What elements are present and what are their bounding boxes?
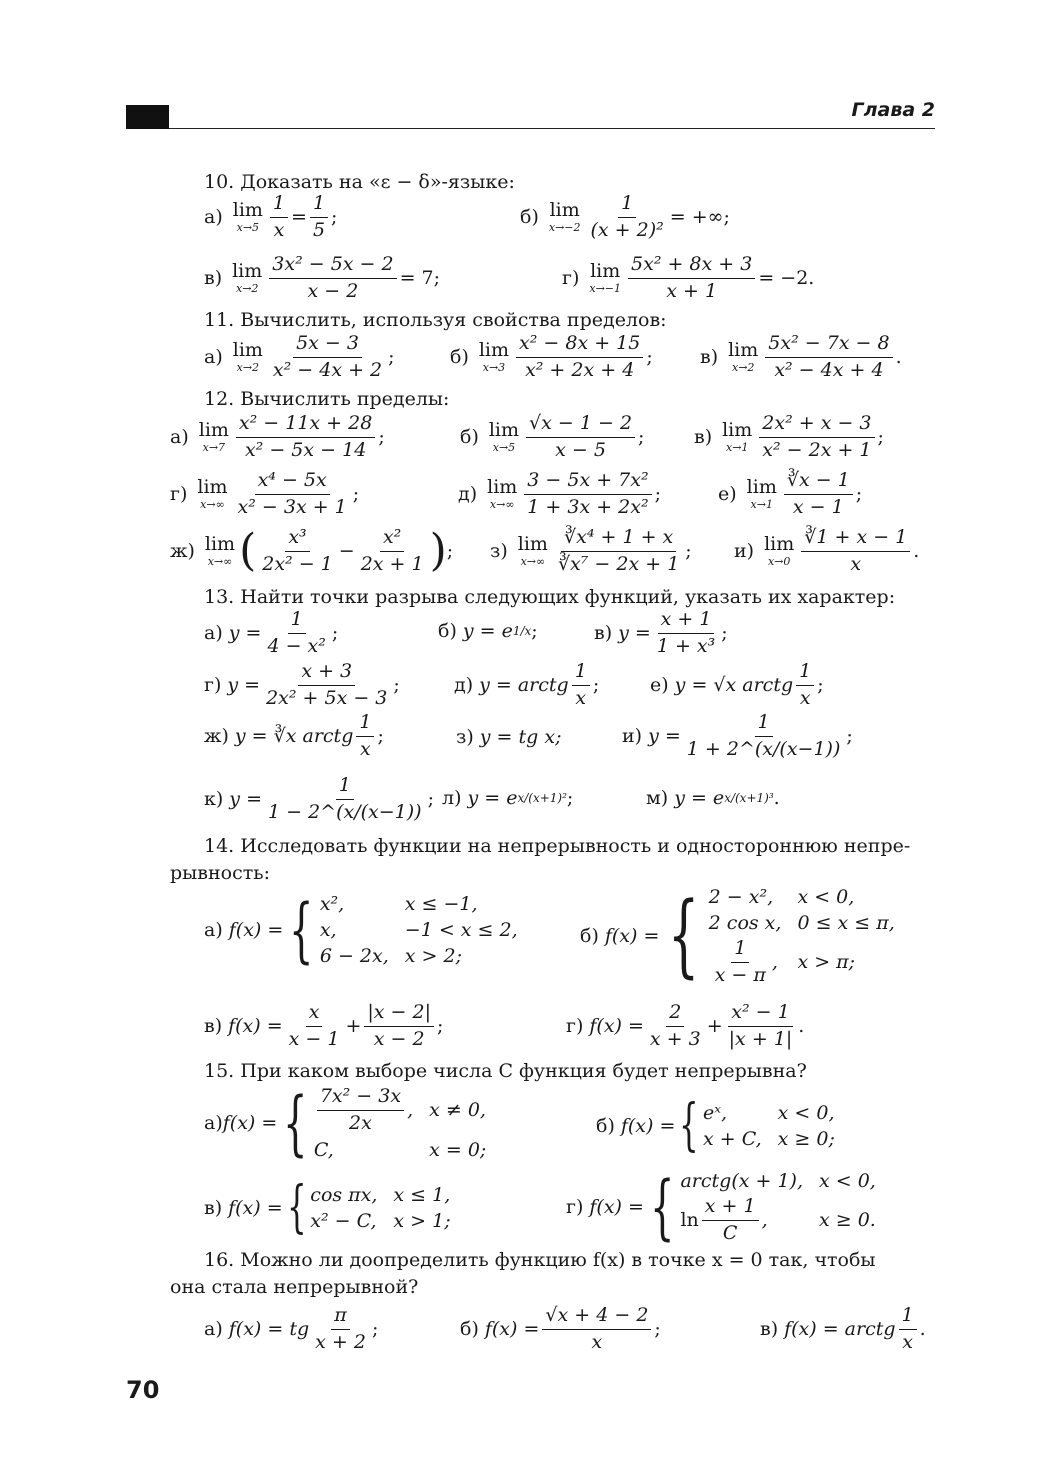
- problem-14v: в) f(x) = $\frac{x}{x - 1}$ + $\frac{|x - 2|}{x - 2}$ ;: [204, 1001, 444, 1050]
- piecewise-cases: arctg(x + 1), x < 0, ln $\frac{x + 1}{C}$ , x ≥ 0.: [680, 1170, 876, 1244]
- fraction: $\frac{1}{x}$: [899, 1305, 917, 1354]
- problem-13m: м) y = e x/(x+1)³ .: [646, 787, 780, 809]
- problem-15a: а) f(x) = { $\frac{\text{7x² − 3x}}{2x}$ , x ≠ 0, C, x = 0;: [204, 1082, 487, 1165]
- problem-16a: а) f(x) = tg $\frac{\pi}{x + 2}$ ;: [204, 1304, 379, 1353]
- limit-op: lim x→0: [764, 533, 795, 569]
- limit-op: lim x→2: [232, 339, 263, 375]
- problem-13-title: 13. Найти точки разрыва следующих функций, указать их характер:: [204, 586, 896, 608]
- problem-11a: а) lim x→2 $\frac{5x - 3}{\text{x² − 4x + 2}}$ ;: [204, 332, 395, 381]
- problem-15v: в) f(x) = { cos πx, x ≤ 1, x² − C, x > 1;: [204, 1175, 451, 1240]
- fraction: $\frac{√x - 1 - 2}{x - 5}$: [526, 413, 635, 462]
- problem-16b: б) f(x) = $\frac{√x + 4 - 2}{x}$ ;: [460, 1304, 661, 1353]
- limit-op: lim x→2: [728, 339, 759, 375]
- limit-op: lim x→3: [478, 339, 510, 375]
- fraction: $\frac{\text{3 − 5x + 7x²}}{\text{1 + 3x + 2x²}}$: [524, 470, 651, 519]
- problem-13i: и) y = $\frac{1}{1 + 2\^{}(x/(x-1))}$ ;: [622, 711, 853, 760]
- problem-15b: б) f(x) = { eˣ, x < 0, x + C, x ≥ 0;: [596, 1093, 835, 1158]
- page-number: 70: [126, 1376, 160, 1404]
- piecewise-cases: 2 − x², x < 0, 2 cos x, 0 ≤ x ≤ π, $\frac{1}{x - \pi}$ , x > π;: [708, 886, 895, 986]
- fraction: $\frac{1}{\text{4 − x²}}$: [267, 608, 326, 657]
- limit-op: lim x→1: [722, 419, 753, 455]
- fraction: $\frac{\text{x² − 1}}{|x + 1|}$: [728, 1001, 793, 1050]
- fraction: $\frac{\text{x³}}{\text{2x² − 1}}$: [262, 526, 333, 575]
- problem-12a: а) lim x→7 $\frac{\text{x² − 11x + 28}}{\text{x² − 5x − 14}}$ ;: [170, 412, 385, 461]
- limit-op: lim x→−1: [589, 260, 622, 296]
- problem-12e: е) lim x→1 $\frac{∛x - 1}{x - 1}$ ;: [718, 469, 863, 518]
- problem-12v: в) lim x→1 $\frac{\text{2x² + x − 3}}{\text{x² − 2x + 1}}$ ;: [694, 412, 884, 461]
- header-rule: [169, 128, 935, 129]
- limit-op: lim x→2: [232, 260, 263, 296]
- fraction: $\frac{x + 1}{\text{1 + x³}}$: [656, 608, 716, 657]
- fraction: $\frac{∛x - 1}{x - 1}$: [784, 470, 853, 519]
- fraction: $\frac{\text{∛x⁴ + 1 + x}}{\text{∛x⁷ − 2x + 1}}$: [557, 526, 680, 575]
- problem-12g: г) lim x→∞ $\frac{\text{x⁴ − 5x}}{\text{x² − 3x + 1}}$ ;: [170, 469, 360, 518]
- left-brace: {: [283, 1082, 308, 1165]
- problem-12i: и) lim x→0 $\frac{∛1 + x - 1}{x}$ .: [734, 526, 920, 575]
- fraction: $\frac{\text{5x² − 7x − 8}}{\text{x² − 4x + 4}}$: [765, 333, 892, 382]
- problem-11v: в) lim x→2 $\frac{\text{5x² − 7x − 8}}{\text{x² − 4x + 4}}$ .: [700, 332, 902, 381]
- left-brace: {: [286, 1175, 307, 1240]
- fraction: $\frac{\text{x² − 8x + 15}}{\text{x² + 2x + 4}}$: [516, 333, 643, 382]
- left-brace: {: [668, 883, 700, 989]
- fraction: $\frac{\text{5x² + 8x + 3}}{x + 1}$: [628, 254, 755, 303]
- piecewise-cases: cos πx, x ≤ 1, x² − C, x > 1;: [310, 1184, 451, 1232]
- fraction: $\frac{1}{x}$: [572, 661, 590, 710]
- problem-13k: к) y = $\frac{1}{1 - 2\^{}(x/(x-1))}$ ;: [204, 774, 434, 823]
- fraction: $\frac{1}{x}$: [796, 661, 814, 710]
- problem-10v: в) lim x→2 $\frac{\text{3x² − 5x − 2}}{x - 2}$ = 7;: [204, 253, 441, 302]
- fraction: $\frac{\text{x⁴ − 5x}}{\text{x² − 3x + 1}}$: [237, 469, 347, 518]
- left-brace: {: [289, 889, 314, 971]
- header-bar: [126, 105, 169, 129]
- limit-op: lim x→∞: [487, 476, 518, 512]
- fraction: $\frac{√x + 4 - 2}{x}$: [542, 1305, 651, 1354]
- problem-13b: б) y = e 1/x ;: [438, 620, 538, 642]
- fraction: $\frac{1}{x}$: [356, 712, 374, 761]
- fraction: $\frac{1}{1 - 2\^{}(x/(x-1))}$: [268, 774, 422, 823]
- problem-15-title: 15. При каком выборе числа C функция будет непрерывна?: [204, 1060, 807, 1082]
- problem-14g: г) f(x) = $\frac{2}{x + 3}$ + $\frac{\text{x² − 1}}{|x + 1|}$ .: [566, 1001, 805, 1050]
- problem-14-title-line1: 14. Исследовать функции на непрерывность и одностороннюю непре-: [204, 835, 911, 857]
- problem-10a: а) lim x→5 $\frac{1}{x}$ = $\frac{1}{5}$ ;: [204, 192, 338, 241]
- problem-14-title-line2: рывность:: [170, 862, 270, 884]
- problem-13z: з) y = tg x;: [456, 726, 562, 748]
- piecewise-cases: eˣ, x < 0, x + C, x ≥ 0;: [703, 1102, 835, 1150]
- problem-13g: г) y = $\frac{x + 3}{\text{2x² + 5x − 3}}$ ;: [204, 660, 400, 709]
- fraction: $\frac{1}{x}$: [270, 193, 288, 242]
- problem-13l: л) y = e x/(x+1)² ;: [442, 787, 574, 809]
- limit-op: lim x→∞: [204, 533, 236, 569]
- fraction: $\frac{1}{1 + 2\^{}(x/(x-1))}$: [686, 711, 841, 760]
- fraction: $\frac{∛1 + x - 1}{x}$: [801, 527, 910, 576]
- problem-11-title: 11. Вычислить, используя свойства пределов:: [204, 309, 667, 331]
- problem-16v: в) f(x) = arctg $\frac{1}{x}$ .: [760, 1304, 926, 1353]
- limit-op: lim x→7: [198, 419, 229, 455]
- fraction: $\frac{|x - 2|}{x - 2}$: [364, 1002, 434, 1051]
- problem-13v: в) y = $\frac{x + 1}{\text{1 + x³}}$ ;: [594, 608, 728, 657]
- problem-13a: а) y = $\frac{1}{\text{4 − x²}}$ ;: [204, 608, 339, 657]
- fraction: $\frac{x}{x - 1}$: [288, 1001, 340, 1050]
- limit-op: lim x→∞: [517, 533, 548, 569]
- fraction: $\frac{x + 3}{\text{2x² + 5x − 3}}$: [266, 660, 388, 709]
- problem-12b: б) lim x→5 $\frac{√x - 1 - 2}{x - 5}$ ;: [460, 412, 645, 461]
- problem-10-title: 10. Доказать на «ε − δ»-языке:: [204, 171, 515, 193]
- problem-16-title-line1: 16. Можно ли доопределить функцию f(x) в точке x = 0 так, чтобы: [204, 1249, 876, 1271]
- limit-op: lim x→∞: [197, 476, 228, 512]
- problem-12zh: ж) lim x→∞ ( $\frac{\text{x³}}{\text{2x² − 1}}$ − $\frac{\text{x²}}{2x + 1}$ ) ;: [170, 525, 454, 577]
- fraction: $\frac{\text{3x² − 5x − 2}}{x - 2}$: [269, 254, 396, 303]
- problem-16-title-line2: она стала непрерывной?: [170, 1276, 419, 1298]
- fraction: $\frac{\text{2x² + x − 3}}{\text{x² − 2x + 1}}$: [759, 413, 874, 462]
- chapter-title: Глава 2: [851, 99, 935, 121]
- problem-13d: д) y = arctg $\frac{1}{x}$ ;: [454, 660, 600, 709]
- left-brace: {: [679, 1093, 700, 1158]
- piecewise-cases: x², x ≤ −1, x, −1 < x ≤ 2, 6 − 2x, x > 2;: [319, 893, 518, 967]
- problem-15g: г) f(x) = { arctg(x + 1), x < 0, ln $\frac{x + 1}{C}$ , x ≥ 0.: [566, 1166, 876, 1249]
- fraction: $\frac{\pi}{x + 2}$: [315, 1304, 366, 1353]
- problem-10g: г) lim x→−1 $\frac{\text{5x² + 8x + 3}}{x + 1}$ = −2.: [562, 253, 815, 302]
- problem-11b: б) lim x→3 $\frac{\text{x² − 8x + 15}}{\text{x² + 2x + 4}}$ ;: [450, 332, 653, 381]
- problem-10b: б) lim x→−2 $\frac{1}{\text{(x + 2)²}}$ = +∞;: [520, 192, 730, 241]
- fraction: $\frac{1}{\text{(x + 2)²}}$: [590, 192, 664, 241]
- limit-op: lim x→5: [488, 419, 520, 455]
- problem-12z: з) lim x→∞ $\frac{\text{∛x⁴ + 1 + x}}{\text{∛x⁷ − 2x + 1}}$ ;: [490, 526, 692, 575]
- problem-13zh: ж) y = ∛x arctg $\frac{1}{x}$ ;: [204, 711, 384, 760]
- fraction: $\frac{1}{5}$: [310, 193, 328, 242]
- problem-12-title: 12. Вычислить пределы:: [204, 388, 450, 410]
- limit-op: lim x→1: [746, 476, 777, 512]
- limit-op: lim x→5: [232, 199, 263, 235]
- fraction: $\frac{2}{x + 3}$: [649, 1001, 701, 1050]
- limit-op: lim x→−2: [548, 199, 581, 235]
- problem-13e: е) y = √x arctg $\frac{1}{x}$ ;: [650, 660, 824, 709]
- problem-12d: д) lim x→∞ $\frac{\text{3 − 5x + 7x²}}{\text{1 + 3x + 2x²}}$ ;: [458, 469, 662, 518]
- fraction: $\frac{5x - 3}{\text{x² − 4x + 2}}$: [272, 332, 383, 381]
- problem-14b: б) f(x) = { 2 − x², x < 0, 2 cos x, 0 ≤ x ≤ π, $\frac{1}{x - \pi}$ , x > π;: [580, 883, 895, 989]
- fraction: $\frac{\text{x²}}{2x + 1}$: [360, 526, 424, 575]
- piecewise-cases: $\frac{\text{7x² − 3x}}{2x}$ , x ≠ 0, C, x = 0;: [313, 1085, 487, 1161]
- fraction: $\frac{\text{x² − 11x + 28}}{\text{x² − 5x − 14}}$: [236, 413, 375, 462]
- left-brace: {: [649, 1166, 675, 1249]
- problem-14a: а) f(x) = { x², x ≤ −1, x, −1 < x ≤ 2, 6 − 2x, x > 2;: [204, 889, 518, 971]
